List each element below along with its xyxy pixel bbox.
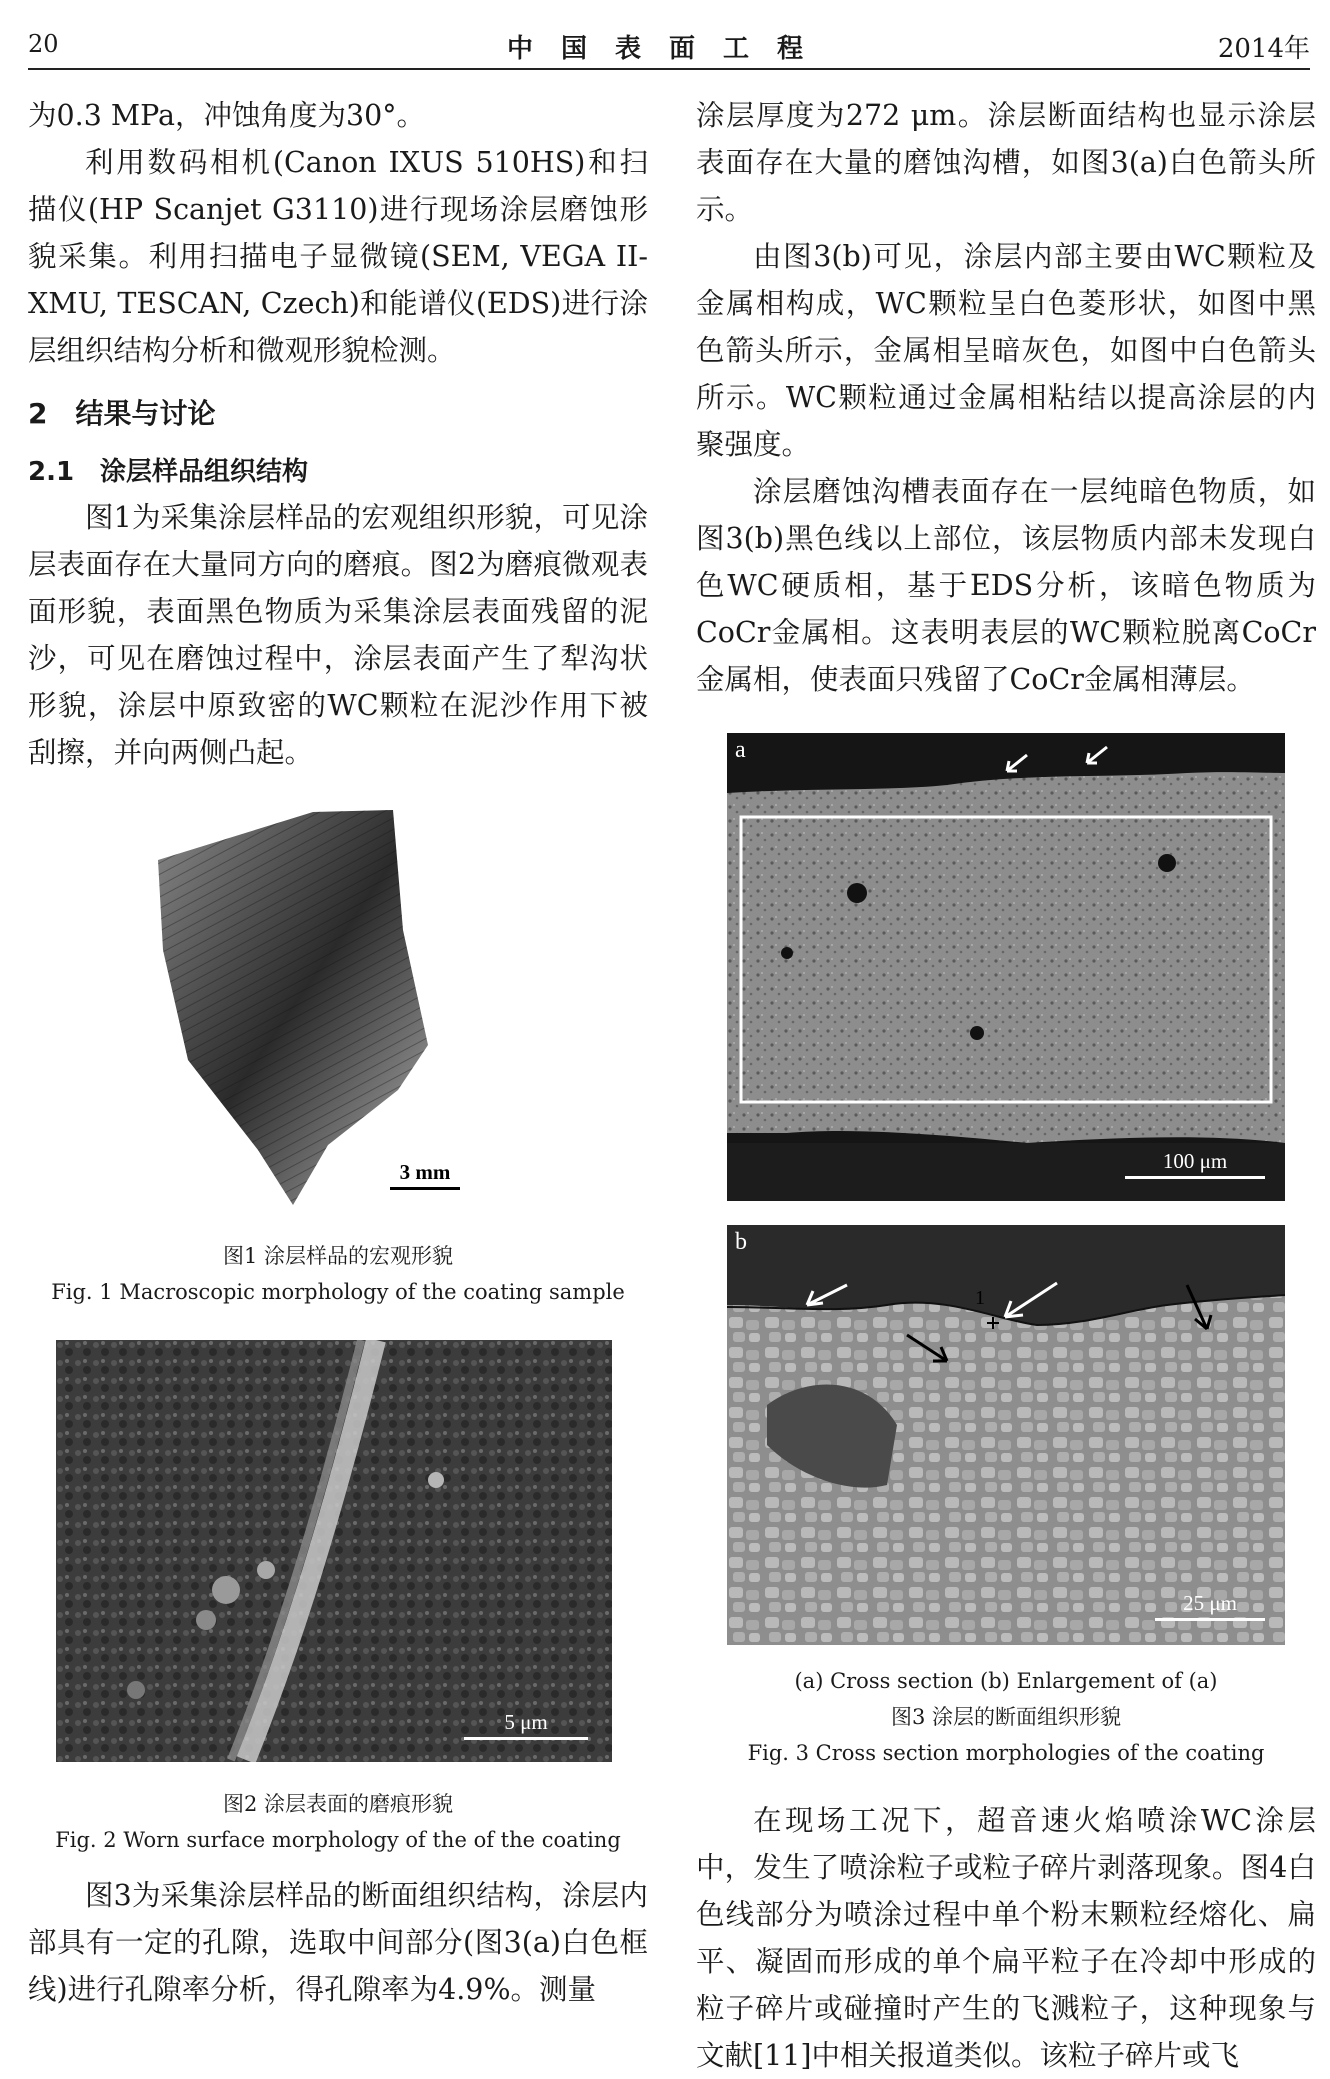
page-number: 20 — [28, 30, 59, 58]
paragraph: 图3为采集涂层样品的断面组织结构，涂层内部具有一定的孔隙，选取中间部分(图3(a)白色框线)进行孔隙率分析，得孔隙率为4.9%。测量 — [28, 1879, 648, 2006]
figure-2 — [28, 1340, 648, 1858]
figure-caption-cn: 图2 涂层表面的磨痕形貌 — [222, 1792, 454, 1816]
point-label: 1 — [975, 1287, 985, 1309]
figure-3 — [696, 733, 1316, 1771]
panel-label-a: a — [735, 737, 746, 763]
sem-cross-section-enlarged — [727, 1225, 1285, 1645]
subsection-heading: 2.1 涂层样品组织结构 — [28, 457, 309, 487]
paragraph: 涂层磨蚀沟槽表面存在一层纯暗色物质，如图3(b)黑色线以上部位，该层物质内部未发现白色WC硬质相，基于EDS分析，该暗色物质为CoCr金属相。这表明表层的WC颗粒脱离CoCr金属相，使表面只残留了CoCr金属相薄层。 — [696, 475, 1316, 696]
figure-caption-cn: 图3 涂层的断面组织形貌 — [890, 1705, 1122, 1729]
sem-worn-surface — [56, 1340, 612, 1762]
paragraph: 在现场工况下，超音速火焰喷涂WC涂层中，发生了喷涂粒子或粒子碎片剥落现象。图4白色线部分为喷涂过程中单个粉末颗粒经熔化、扁平、凝固而形成的单个扁平粒子在冷却中形成的粒子碎片或碰撞时产生的飞溅粒子，这种现象与文献[11]中相关报道类似。该粒子碎片或飞 — [696, 1804, 1316, 2072]
right-column — [696, 92, 1316, 2079]
scale-bar — [390, 1160, 460, 1190]
left-column — [28, 92, 648, 2013]
panel-label-b: b — [735, 1229, 747, 1255]
figure-caption-en: Fig. 1 Macroscopic morphology of the coating sample — [51, 1280, 625, 1304]
scale-bar — [1155, 1591, 1265, 1621]
scale-label: 5 μm — [504, 1710, 548, 1734]
figure-caption-cn: 图1 涂层样品的宏观形貌 — [222, 1244, 454, 1268]
journal-year: 2014年 — [1217, 34, 1310, 64]
scale-label: 25 μm — [1183, 1591, 1237, 1615]
figure-caption-en: Fig. 2 Worn surface morphology of the of the coating — [55, 1828, 621, 1852]
figure-3a-image — [727, 733, 1285, 1201]
paragraph: 利用数码相机(Canon IXUS 510HS)和扫描仪(HP Scanjet G3110)进行现场涂层磨蚀形貌采集。利用扫描电子显微镜(SEM, VEGA II-XMU, TESCAN, Czech)和能谱仪(EDS)进行涂层组织结构分析和微观形貌检测。 — [28, 146, 648, 367]
paragraph: 图1为采集涂层样品的宏观组织形貌，可见涂层表面存在大量同方向的磨痕。图2为磨痕微观表面形貌，表面黑色物质为采集涂层表面残留的泥沙，可见在磨蚀过程中，涂层表面产生了犁沟状形貌，涂层中原致密的WC颗粒在泥沙作用下被刮擦，并向两侧凸起。 — [28, 501, 648, 769]
figure-subcaption: (a) Cross section (b) Enlargement of (a) — [794, 1669, 1218, 1693]
scale-bar — [464, 1710, 588, 1740]
sem-cross-section — [727, 733, 1285, 1201]
scale-label: 3 mm — [399, 1160, 451, 1184]
section-heading: 2 结果与讨论 — [28, 397, 216, 430]
figure-3b-image — [727, 1225, 1285, 1645]
scale-bar — [1125, 1149, 1265, 1179]
figure-1-image — [128, 800, 558, 1220]
scale-label: 100 μm — [1162, 1149, 1228, 1173]
figure-2-image — [56, 1340, 612, 1762]
paragraph: 为0.3 MPa，冲蚀角度为30°。 — [28, 99, 425, 132]
figure-caption-en: Fig. 3 Cross section morphologies of the coating — [747, 1741, 1265, 1765]
paragraph: 由图3(b)可见，涂层内部主要由WC颗粒及金属相构成，WC颗粒呈白色菱形状，如图中黑色箭头所示，金属相呈暗灰色，如图中白色箭头所示。WC颗粒通过金属相粘结以提高涂层的内聚强度。 — [696, 240, 1316, 461]
paragraph: 涂层厚度为272 μm。涂层断面结构也显示涂层表面存在大量的磨蚀沟槽，如图3(a)白色箭头所示。 — [696, 99, 1316, 226]
journal-title: 中国表面工程 — [506, 34, 831, 64]
coating-sample-photo — [128, 800, 558, 1220]
running-header — [28, 26, 1310, 66]
figure-1 — [28, 800, 648, 1310]
header-rule — [28, 68, 1310, 70]
